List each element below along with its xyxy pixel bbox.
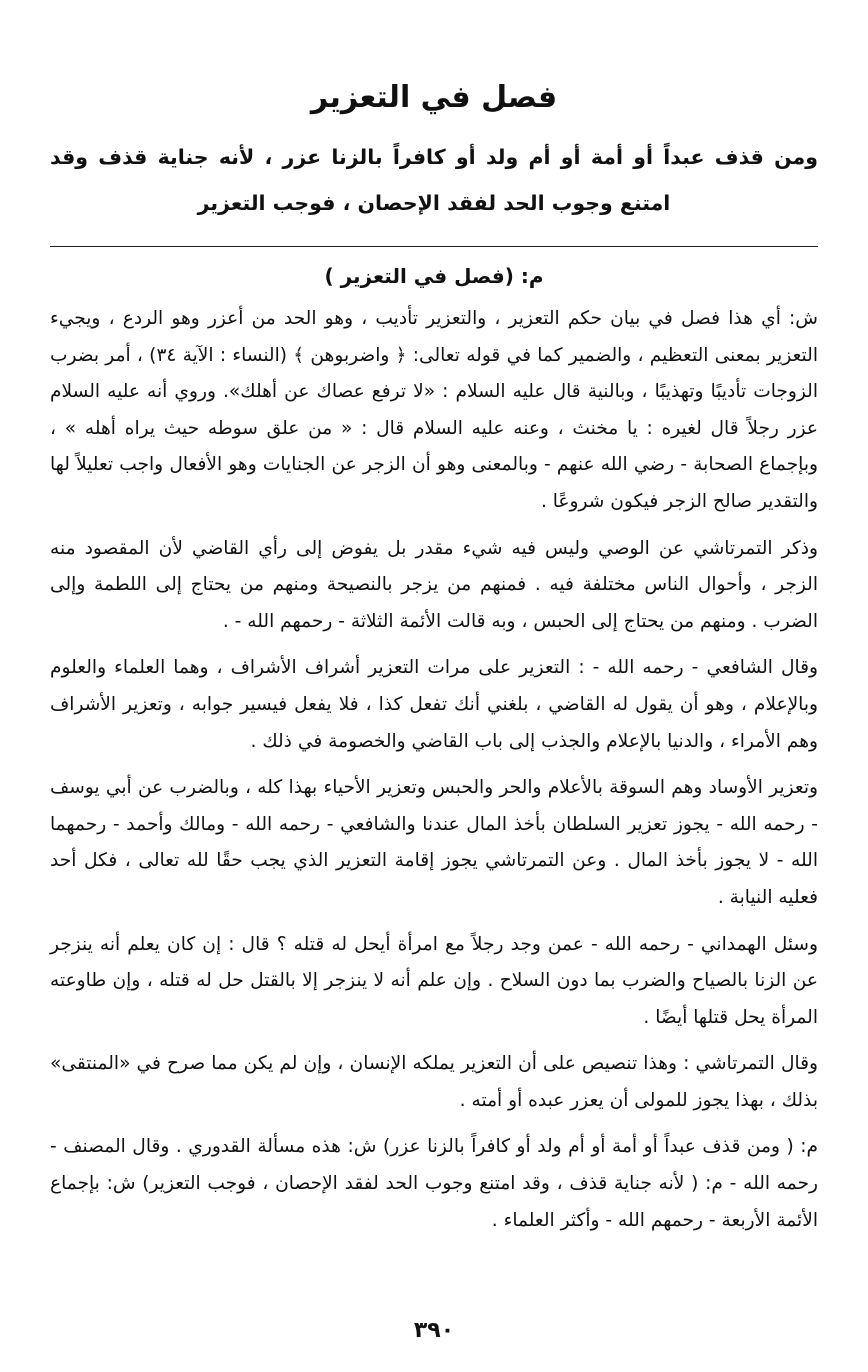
commentary-paragraph-3: وقال الشافعي - رحمه الله - : التعزير على مرات التعزير أشراف الأشراف ، وهما العلماء والعلوم وبالإعلام ، وهو أن يقول له القاضي ، بلغني أنك تفعل كذا ، فلا يفعل فيسير جوابه ، وتعزير الأشراف وهم الأمراء ، والدنيا بالإعلام والجذب إلى باب القاضي والخصومة في ذلك . <box>50 657 818 752</box>
commentary-paragraph-5: وسئل الهمداني - رحمه الله - عمن وجد رجلاً مع امرأة أيحل له قتله ؟ قال : إن كان يعلم أنه ينزجر عن الزنا بالصياح والضرب بما دون السلاح . وإن علم أنه لا ينزجر إلا بالقتل حل له قتله ، وإن طاوعته المرأة يحل قتلها أيضًا . <box>50 933 818 1028</box>
commentary-paragraph-2: وذكر التمرتاشي عن الوصي وليس فيه شيء مقدر بل يفوض إلى رأي القاضي لأن المقصود منه الزجر ، وأحوال الناس مختلفة فيه . فمنهم من يزجر بالنصيحة ومنهم من يحتاج إلى اللطمة وإلى الضرب . ومنهم من يحتاج إلى الحبس ، وبه قالت الأئمة الثلاثة - رحمهم الله - . <box>50 537 818 632</box>
commentary-paragraph-4: وتعزير الأوساد وهم السوقة بالأعلام والحر والحبس وتعزير الأحياء بهذا كله ، وبالضرب عن أبي يوسف - رحمه الله - يجوز تعزير السلطان بأخذ المال عندنا والشافعي - رحمه الله - ومالك وأحمد - رحمهما الله - لا يجوز بأخذ المال . وعن التمرتاشي يجوز إقامة التعزير الذي يجب حقًا لله تعالى ، فكل أحد فعليه النيابة . <box>50 777 818 908</box>
commentary-section-label: م: (فصل في التعزير ) <box>324 264 544 288</box>
page-number: ٣٩٠ <box>413 1318 455 1343</box>
chapter-title: فصل في التعزير <box>310 80 558 115</box>
commentary-paragraph-6: وقال التمرتاشي : وهذا تنصيص على أن التعزير يملكه الإنسان ، وإن لم يكن مما صرح في «المنتقى» بذلك ، بهذا يجوز للمولى أن يعزر عبده أو أمته . <box>50 1053 818 1111</box>
header-divider <box>50 246 818 247</box>
commentary-paragraph-1: ش: أي هذا فصل في بيان حكم التعزير ، والتعزير تأديب ، وهو الحد من أعزر وهو الردع ، ويجيء التعزير بمعنى التعظيم ، والضمير كما في قوله تعالى: ﴿ واضربوهن ﴾ (النساء : الآية ٣٤) ، أمر بضرب الزوجات تأديبًا وتهذيبًا ، وبالنية قال عليه السلام : «لا ترفع عصاك عن أهلك». وروي أنه عليه السلام عزر رجلاً قال لغيره : يا مخنث ، وعنه عليه السلام قال : « من علق سوطه حيث يراه أهله » ، وبإجماع الصحابة - رضي الله عنهم - وبالمعنى وهو أن الزجر عن الجنايات وهو الأفعال واجب تعليلاً لها والتقدير صالح الزجر فيكون شروعًا . <box>50 308 818 512</box>
commentary-paragraph-7: م: ( ومن قذف عبداً أو أمة أو أم ولد أو كافراً بالزنا عزر) ش: هذه مسألة القدوري . وقال المصنف - رحمه الله - م: ( لأنه جناية قذف ، وقد امتنع وجوب الحد لفقد الإحصان ، فوجب التعزير) ش: بإجماع الأئمة الأربعة - رحمهم الله - وأكثر العلماء . <box>50 1136 818 1231</box>
main-text-matn: ومن قذف عبداً أو أمة أو أم ولد أو كافراً بالزنا عزر ، لأنه جناية قذف وقد امتنع وجوب الحد لفقد الإحصان ، فوجب التعزير <box>50 145 818 215</box>
